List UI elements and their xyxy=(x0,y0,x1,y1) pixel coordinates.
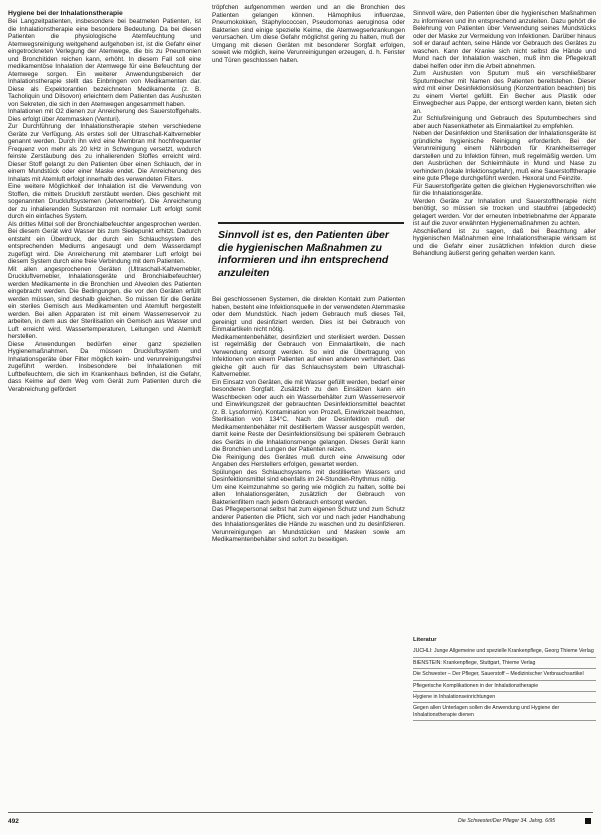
text-column-2 xyxy=(212,4,405,209)
paragraph: Ein Einsatz von Geräten, die mit Wasser gefüllt werden, bedarf einer besonderen Sorgfalt. Zusätzlich zu den Einsätzen kann ein Waschbecken oder auch ein Wasserbehälter zum Wasserreservoir und Einwirkungszeit der gebrauchten Desinfektionsmittel beachtet (z. B. Lysoformin). Kontamination von Prozeß, Einwirkzeit beachten, Sterilisation von 134°C. Nach der Desinfektion muß der Medikamentenbehälter mit destilliertem Wasser ausgespült werden, damit keine Reste der Desinfektionslösung bei späterem Gebrauch des Geräts in die Inhalationsmenge gelangen. Dieses Gerät kann die Bronchien und Lungen der Patienten reizen. xyxy=(212,378,405,453)
paragraph: Mit allen angesprochenen Geräten (Ultraschall-Kaltvernebler, Druckluftvernebler, Inhalationsgeräte und Bronchialbefeuchter) werden Medikamente in die Bronchien und Alveolen des Patienten eingebracht werden. Die Bedingungen, die vor den Geräten erfüllt werden müssen, sind deshalb gleichen. So müssen für die Geräte ein steriles Gemisch aus Medikamenten und Atemluft hergestellt werden. Bei allen Apparaten ist mit einem Wasserreservoir zu arbeiten, in dem aus der Sterilisation ein Gemisch aus Wasser und Luft erreicht wird. Wassertemperaturen, Leitungen und Atemluft herstellen. xyxy=(8,265,201,340)
literature-item: Die Schwester – Der Pfleger, Sauerstoff – Medizinischer Verbrauchsartikel xyxy=(413,669,596,680)
end-mark xyxy=(585,818,591,824)
paragraph: Sinnvoll wäre, den Patienten über die hygienischen Maßnahmen zu informieren und ihn entsprechend anzuleiten. Dazu gehört die Belehrung von Patienten über Verwendung seines Mundstücks oder der Maske zur Vermeidung von Infektionen. Darüber hinaus soll er darauf achten, seine Hände vor Gebrauch des Gerätes zu waschen. Kann der Kranke sich nicht selbst die Hände und Mund nach der Inhalation waschen, muß ihm die Pflegekraft dabei helfen oder ihm die Arbeit abnehmen. xyxy=(413,10,596,70)
paragraph: Die Reinigung des Gerätes muß durch eine Anweisung oder Angaben des Herstellers erfolgen, gewartet werden. xyxy=(212,453,405,468)
pull-quote-rule xyxy=(218,222,404,224)
paragraph: Zum Aushusten von Sputum muß ein verschließbarer Sputumbecher mit Namen des Patienten bereitstehen. Dieser wird mit einer Desinfektionslösung (Konzentration beachten) bis zu einem Viertel gefüllt. Ein Becher aus Plastik oder Einwegbecher aus Pappe, der entsorgt werden kann, bieten sich an. xyxy=(413,70,596,115)
paragraph: Für Sauerstoffgeräte gelten die gleichen Hygienevorschriften wie für die Inhalationsgeräte. xyxy=(413,182,596,197)
paragraph: Werden Geräte zur Inhalation und Sauerstofftherapie nicht benötigt, so müssen sie trocken und staubfrei (abgedeckt) gelagert werden. Vor der erneuten Inbetriebnahme der Apparate ist auf die zuvor erwähnten Hygienemaßnahmen zu achten. xyxy=(413,197,596,227)
text-column-3 xyxy=(413,10,596,630)
pull-quote-text: Sinnvoll ist es, den Patienten über die hygienischen Maßnahmen zu informieren und ihn entsprechend anzuleiten xyxy=(218,229,389,279)
literature-box xyxy=(413,637,596,721)
paragraph: Eine weitere Möglichkeit der Inhalation ist die Verwendung von Stoffen, die mittels Druckluft zerstäubt werden. Dies geschieht mit sogenannten Druckluftsystemen (Jetvernebler). Die Anreicherung der zu inhalierenden Substanzen mit normaler Luft erfolgt somit durch ein einfaches System. xyxy=(8,183,201,220)
paragraph: Bei geschlossenen Systemen, die direkten Kontakt zum Patienten haben, besteht eine Infektionsquelle in der verwendeten Atemmaske oder dem Mundstück. Nach jedem Gebrauch muß dieses Teil, gereinigt und desinfiziert werden. Dies ist bei Gebrauch von Einmalartikeln nicht nötig. xyxy=(212,296,405,333)
literature-item: BIENSTEIN: Krankenpflege, Stuttgart, Thieme Verlag xyxy=(413,658,596,669)
page-number: 492 xyxy=(8,818,19,825)
paragraph: Zur Durchführung der Inhalationstherapie stehen verschiedene Geräte zur Verfügung. Als erstes soll der Ultraschall-Kaltvernebler genannt werden. Durch ihn wird eine Membran mit hochfrequenter Frequenz von mehr als 20 kHz in Schwingung versetzt, wodurch feinste Zerstäubung des zu inhalierenden Stoffes erreicht wird. Dieser Stoff gelangt zu den Patienten über einen Schlauch, der in einem Mundstück oder einer Maske endet. Die Anreicherung des Inhalats mit Atemluft erfolgt innerhalb des verwendeten Filters. xyxy=(8,123,201,183)
paragraph: Diese Anwendungen bedürfen einer ganz speziellen Hygienemaßnahmen. Da müssen Druckluftsystem und Inhalationsgeräte über Filter möglich keim- und verunreinigungsfrei zugeführt werden. Insbesondere bei Inhalationen mit Luftbefeuchtern, die sich im Krankenhaus befinden, ist die Gefahr, dass Keime auf dem Weg vom Gerät zum Patienten durch die Verabreichung gefördert xyxy=(8,340,201,393)
paragraph: Spülungen des Schlauchsystems mit destillierten Wassers und Desinfektionsmittel sind ebenfalls im 24-Stunden-Rhythmus nötig. xyxy=(212,468,405,483)
footer-rule xyxy=(8,812,593,813)
literature-item: JUCHLI: Junge Allgemeine und spezielle Krankenpflege, Georg Thieme Verlag xyxy=(413,646,596,657)
literature-item: Gegen allen Unterlagen sollen die Anwendung und Hygiene der Inhalationstherapie dienen xyxy=(413,703,596,721)
literature-item: Pflegerische Komplikationen in der Inhalationstherapie xyxy=(413,681,596,692)
literature-title: Literatur xyxy=(413,637,437,643)
paragraph: Medikamentenbehälter, desinfiziert und sterilisiert werden. Dessen ist regelmäßig der Gebrauch von Einmalartikeln, die nach Verwendung entsorgt werden. So wird die Übertragung von Infektionen von einem Patienten auf einen anderen verhindert. Das gleiche gilt auch für das Schlauchsystem beim Ultraschall-Kaltvernebler. xyxy=(212,333,405,378)
journal-reference: Die Schwester/Der Pfleger 34. Jahrg. 6/95 xyxy=(458,818,556,824)
pull-quote xyxy=(218,222,404,279)
text-column-1 xyxy=(8,10,201,816)
paragraph: Um eine Keimzunahme so gering wie möglich zu halten, sollte bei allen Inhalationsgeräten, zusätzlich der Gebrauch von Bakterienfiltern nach jedem Gebrauch entsorgt werden. xyxy=(212,483,405,506)
literature-item: Hygiene in Inhalationseinrichtungen xyxy=(413,692,596,703)
section-heading: Hygiene bei der Inhalationstherapie xyxy=(8,10,123,17)
paragraph: Inhalationen mit O2 dienen zur Anreicherung des Sauerstoffgehalts. Dies erfolgt über Atemmasken (Venturi). xyxy=(8,108,201,123)
paragraph: Bei Langzeitpatienten, insbesondere bei beatmeten Patienten, ist die Inhalationstherapie eine besondere Bedeutung. Da bei diesen Patienten die physiologische Atemfeuchtung und Atemwegsreinigung weitgehend aufgehoben ist, ist die Gefahr einer eingetrockneten Verlegung der Atemwege, die bis zu Pneumonien und Bronchitiden reichen kann, erhöht. In diesem Fall soll eine medikamentöse Inhalation der Atemwege für eine Befeuchtung der Atemwege sorgen. Ein weiterer Anwendungsbereich der Inhalationstherapie stellt das Einbringen von Medikamenten dar. Diese als Expektorantien bezeichneten Medikamente (z. B. Tacholiquin und Dilsovon) erleichtern dem Patienten das Aushusten von Sekreten, die sich in den Atemwegen angesammelt haben. xyxy=(8,18,201,108)
paragraph: tröpfchen aufgenommen werden und an die Bronchien des Patienten gelangen können. Hämophilus influenzae, Pneumokokken, Staphylococcen, Pseudomonas aeruginosa oder Bakterien sind einige spezielle Keime, die Atemwegserkrankungen verursachen. Um diese Gefahr möglichst gering zu halten, muß der Umgang mit diesen Geräten mit besonderer Sorgfalt erfolgen, soweit wie möglich, keine Verunreinigungen erzeugen, d. h. Fenster und Türen geschlossen halten. xyxy=(212,4,405,64)
text-column-2-lower xyxy=(212,296,405,816)
paragraph: Abschließend ist zu sagen, daß bei Beachtung aller hygienischen Maßnahmen eine Inhalationstherapie wirksam ist und die Gefahr einer zusätzlichen Infektion durch diese Behandlung äußerst gering gehalten werden kann. xyxy=(413,227,596,257)
paragraph: Als drittes Mittel soll der Bronchialbefeuchter angesprochen werden. Bei diesem Gerät wird Wasser bis zum Siedepunkt erhitzt. Dadurch entsteht ein Überdruck, der durch ein Schlauchsystem des entsprechenden Mediums angesaugt und dem Wasserdampf zugefügt wird. Die Anreicherung mit atembarer Luft erfolgt bei diesem System durch eine freie Verbindung mit dem Patienten. xyxy=(8,220,201,265)
paragraph: Das Pflegepersonal selbst hat zum eigenen Schutz und zum Schutz anderer Patienten die Pflicht, sich vor und nach jeder Handhabung des Inhalationsgerätes die Hände zu waschen und zu desinfizieren. Verunreinigungen an Mundstücken und Masken sowie am Medikamentenbehälter sind sofort zu beseitigen. xyxy=(212,506,405,543)
paragraph: Neben der Desinfektion und Sterilisation der Inhalationsgeräte ist gründliche hygienische Reinigung erforderlich. Bei der Verunreinigung einem Nährboden für Krankheitserreger darstellen und zu Infektion führen, muß regelmäßig werden. Um den Ausbrüchen der Schleimhäute in Mund und Nase zu verhindern (lokale Infektionsgefahr), muß eine Sauerstofftherapie eine gute Pflege durchgeführt werden. Hexoral und Feinzite. xyxy=(413,130,596,182)
paragraph: Zur Schlußreinigung und Gebrauch des Sputumbechers sind aber auch Nasenkatheter als Einmalartikel zu empfehlen. xyxy=(413,115,596,130)
